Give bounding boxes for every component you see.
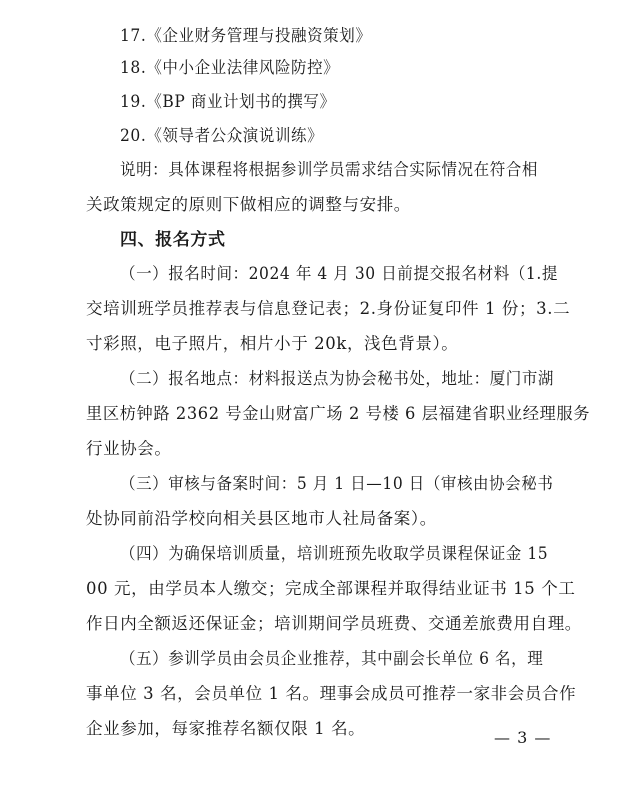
deposit-line-2: 00 元，由学员本人缴交；完成全部课程并取得结业证书 15 个工 bbox=[86, 579, 576, 598]
recommend-line-3: 企业参加，每家推荐名额仅限 1 名。 bbox=[86, 719, 366, 738]
reg-location-line-1: （二）报名地点：材料报送点为协会秘书处，地址：厦门市湖 bbox=[120, 369, 555, 388]
list-item-19: 19.《BP 商业计划书的撰写》 bbox=[120, 92, 336, 111]
deposit-line-3: 作日内全额返还保证金；培训期间学员班费、交通差旅费用自理。 bbox=[86, 614, 582, 633]
recommend-line-1: （五）参训学员由会员企业推荐，其中副会长单位 6 名，理 bbox=[120, 649, 544, 668]
recommend-line-2: 事单位 3 名，会员单位 1 名。理事会成员可推荐一家非会员合作 bbox=[86, 684, 577, 703]
deposit-line-1: （四）为确保培训质量，培训班预先收取学员课程保证金 15 bbox=[120, 544, 549, 563]
list-item-18: 18.《中小企业法律风险防控》 bbox=[120, 58, 340, 77]
reg-time-line-2: 交培训班学员推荐表与信息登记表；2.身份证复印件 1 份；3.二 bbox=[86, 299, 571, 318]
reg-time-line-1: （一）报名时间：2024 年 4 月 30 日前提交报名材料（1.提 bbox=[120, 264, 558, 283]
review-line-2: 处协同前沿学校向相关县区地市人社局备案）。 bbox=[86, 509, 437, 528]
page-number: — 3 — bbox=[494, 728, 552, 747]
reg-location-line-2: 里区枋钟路 2362 号金山财富广场 2 号楼 6 层福建省职业经理服务 bbox=[86, 404, 591, 423]
review-line-1: （三）审核与备案时间：5 月 1 日—10 日（审核由协会秘书 bbox=[120, 474, 554, 493]
reg-location-line-3: 行业协会。 bbox=[86, 439, 172, 458]
list-item-17: 17.《企业财务管理与投融资策划》 bbox=[120, 26, 372, 45]
section-heading: 四、报名方式 bbox=[120, 230, 226, 250]
list-item-20: 20.《领导者公众演说训练》 bbox=[120, 126, 324, 145]
reg-time-line-3: 寸彩照，电子照片，相片小于 20k，浅色背景）。 bbox=[86, 334, 459, 353]
note-line-2: 关政策规定的原则下做相应的调整与安排。 bbox=[86, 195, 411, 214]
note-line-1: 说明：具体课程将根据参训学员需求结合实际情况在符合相 bbox=[120, 160, 538, 179]
